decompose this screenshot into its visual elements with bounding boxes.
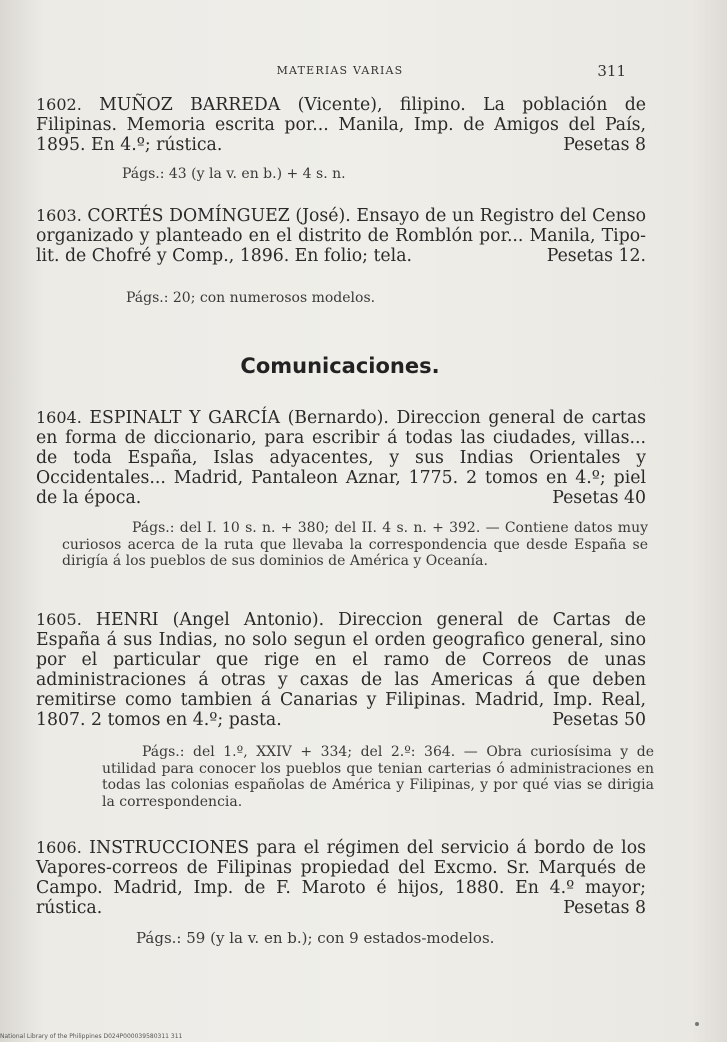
entry-note: Págs.: 59 (y la v. en b.); con 9 estados-modelos. [136, 929, 495, 947]
running-head: MATERIAS VARIAS [276, 64, 404, 77]
entry-number: 1605. [36, 610, 82, 629]
entry-note: Págs.: del 1.º, XXIV + 334; del 2.º: 364. — Obra curiosísima y de utilidad para conocer los pueblos que tenian carterias ó administraciones en todas las colonias españolas de América y Filipinas, y por qué vias se dirigia la correspondencia. [102, 744, 654, 810]
entry-price: Pesetas 8 [563, 135, 646, 155]
entry-number: 1606. [36, 838, 82, 857]
entry-number: 1603. [36, 206, 82, 225]
page-header [40, 64, 640, 84]
entry-price: Pesetas 40 [552, 488, 646, 508]
entry-note: Págs.: 43 (y la v. en b.) + 4 s. n. [122, 166, 346, 182]
entry-1604 [36, 408, 646, 508]
entry-text: MUÑOZ BARREDA (Vicente), filipino. La población de Filipinas. Memoria escrita por... Manila, Imp. de Amigos del País, 1895. En 4.º; rústica. [36, 95, 646, 155]
page-number: 311 [597, 62, 626, 80]
entry-1606 [36, 838, 646, 918]
footer-watermark: National Library of the Philippines D024P000039580311 311 [0, 1033, 183, 1040]
entry-1602 [36, 95, 646, 155]
entry-price: Pesetas 12. [546, 246, 646, 266]
entry-text: CORTÉS DOMÍNGUEZ (José). Ensayo de un Registro del Censo organizado y planteado en el distrito de Romblón por... Manila, Tipo-lit. de Chofré y Comp., 1896. En folio; tela. [36, 206, 646, 266]
entry-text: INSTRUCCIONES para el régimen del servicio á bordo de los Vapores-correos de Filipinas propiedad del Excmo. Sr. Marqués de Campo. Madrid, Imp. de F. Maroto é hijos, 1880. En 4.º mayor; rústica. [36, 838, 646, 918]
entry-number: 1602. [36, 95, 82, 114]
entry-text: ESPINALT Y GARCÍA (Bernardo). Direccion general de cartas en forma de diccionario, para escribir á todas las ciudades, villas... de toda España, Islas adyacentes, y sus Indias Orientales y Occidentales... Madrid, Pantaleon Aznar, 1775. 2 tomos en 4.º; piel de la época. [36, 408, 646, 508]
entry-text: HENRI (Angel Antonio). Direccion general de Cartas de España á sus Indias, no solo segun el orden geografico general, sino por el particular que rige en el ramo de Correos de unas administraciones á otras y caxas de las Americas á que deben remitirse como tambien á Canarias y Filipinas. Madrid, Imp. Real, 1807. 2 tomos en 4.º; pasta. [36, 610, 646, 730]
entry-1605 [36, 610, 646, 730]
entry-1603 [36, 206, 646, 266]
entry-note: Págs.: del I. 10 s. n. + 380; del II. 4 s. n. + 392. — Contiene datos muy curiosos acerca de la ruta que llevaba la correspondencia que desde España se dirigía á los pueblos de sus dominios de América y Oceanía. [62, 520, 648, 569]
entry-number: 1604. [36, 408, 82, 427]
speck [695, 1022, 699, 1026]
entry-note: Págs.: 20; con numerosos modelos. [126, 290, 376, 306]
entry-price: Pesetas 50 [552, 710, 646, 730]
section-title: Comunicaciones. [240, 354, 440, 378]
entry-price: Pesetas 8 [563, 898, 646, 918]
